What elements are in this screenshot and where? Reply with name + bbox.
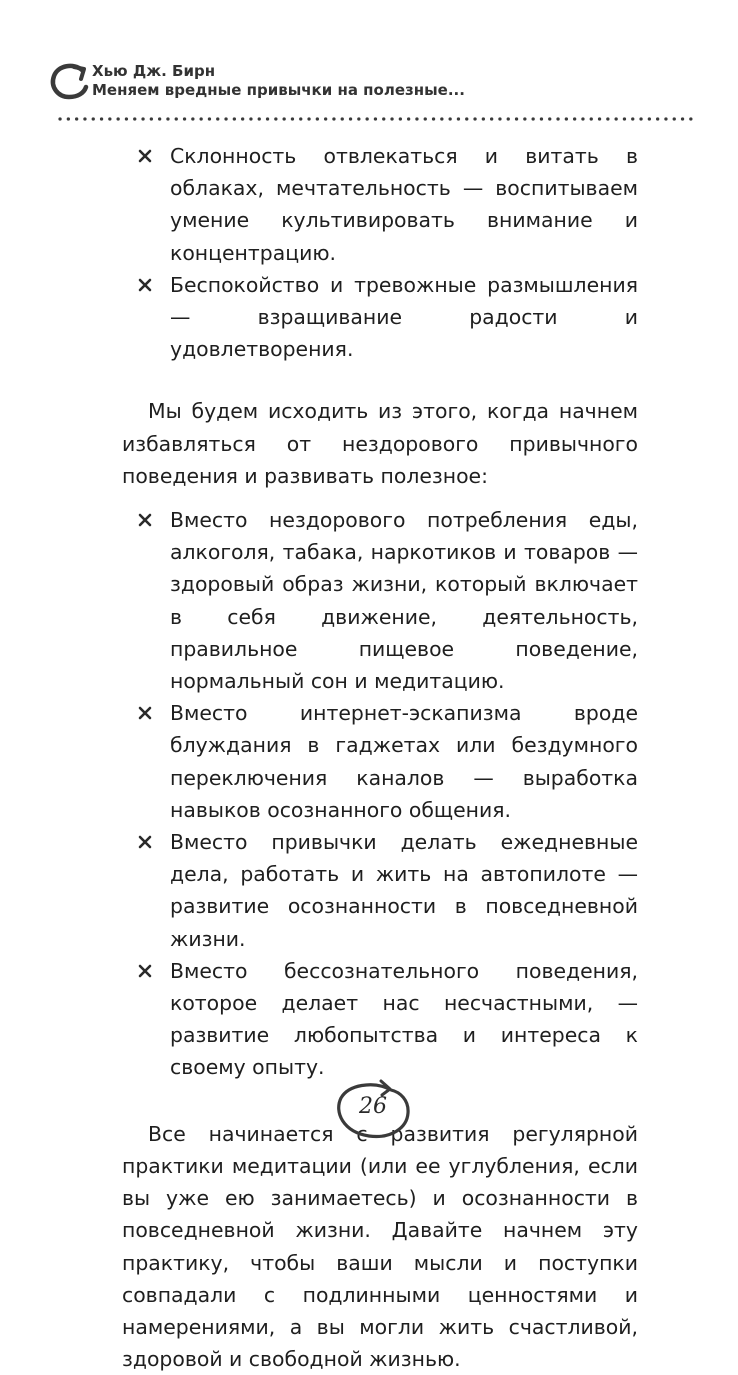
list-item [122,826,638,955]
list-item [122,140,638,269]
list-item [122,504,638,697]
header-book-title: Меняем вредные привычки на полезные... [92,81,465,99]
list-item-text: Беспокойство и тревожные размышления — взращивание радости и удовлетворения. [170,272,638,362]
page-number-label: 26 [359,1094,387,1119]
list-item [122,697,638,826]
page-body [122,140,638,1375]
cross-bullet-icon [138,706,152,720]
list-item-text: Вместо бессознательного поведения, которое делает нас несчастными, — развитие любопытства и интереса к своему опыту. [170,958,638,1080]
running-header [48,58,698,122]
circular-arrow-icon [48,60,92,102]
list-item-text: Вместо нездорового потребления еды, алкоголя, табака, наркотиков и товаров — здоровый образ жизни, который включает в себя движение, деятельность, правильное пищевое поведение, нормальный сон и медитацию. [170,508,638,694]
header-author: Хью Дж. Бирн [92,62,216,80]
bullet-list-traits [122,140,638,365]
paragraph-conclusion: Все начинается с развития регулярной практики медитации (или ее углубления, если вы уже ею занимаетесь) и осознанности в повседневной жизни. Давайте начнем эту практику, чтобы ваши мысли и поступки совпадали с подлинными ценностями и намерениями, а вы могли жить счастливой, здоровой и свободной жизнью. [122,1121,638,1372]
dotted-separator [58,115,694,123]
cross-bullet-icon [138,513,152,527]
paragraph-intro: Мы будем исходить из этого, когда начнем избавляться от нездорового привычного поведения и развивать полезное: [122,399,638,488]
list-item-text: Вместо интернет-эскапизма вроде блуждания в гаджетах или бездумного переключения каналов — выработка навыков осознанного общения. [170,701,638,822]
page-number [333,1078,413,1144]
list-item-text: Склонность отвлекаться и витать в облаках, мечтательность — воспитываем умение культивировать внимание и концентрацию. [170,144,638,265]
cross-bullet-icon [138,149,152,163]
list-item-text: Вместо привычки делать ежедневные дела, работать и жить на автопилоте — развитие осознанности в повседневной жизни. [170,830,638,951]
cross-bullet-icon [138,835,152,849]
list-item [122,955,638,1084]
cross-bullet-icon [138,278,152,292]
bullet-list-replacements [122,504,638,1084]
list-item [122,269,638,366]
cross-bullet-icon [138,964,152,978]
